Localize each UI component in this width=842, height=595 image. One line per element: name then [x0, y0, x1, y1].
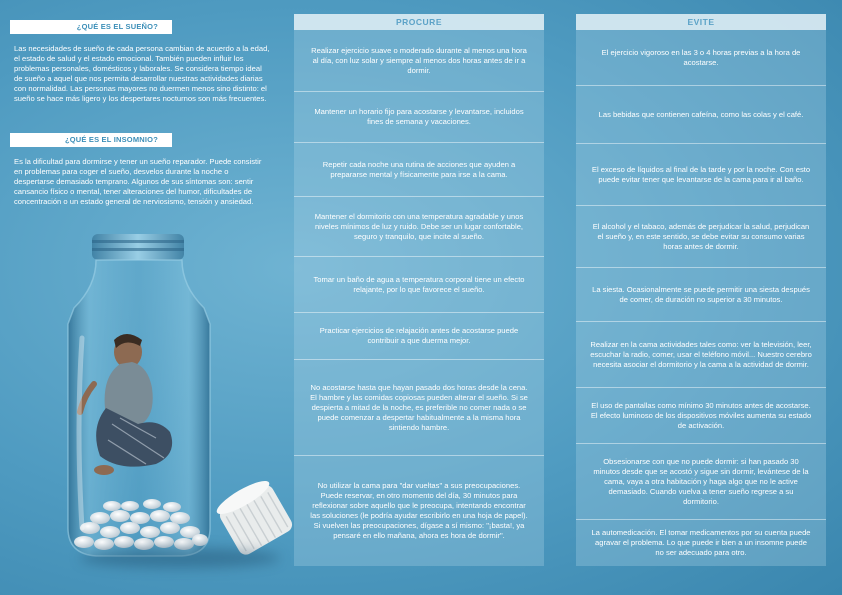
procure-item: Mantener el dormitorio con una temperatura agradable y unos niveles mínimos de luz y ruido. Debe ser un lugar confortable, seguro y tranquilo, que incite al sueño.: [294, 197, 544, 257]
pill-jar-with-sleeping-man-icon: [60, 228, 300, 573]
procure-item: Practicar ejercicios de relajación antes de acostarse puede contribuir a que duerma mejor.: [294, 313, 544, 360]
procure-item: Mantener un horario fijo para acostarse y levantarse, incluidos fines de semana y vacaciones.: [294, 92, 544, 143]
procure-column: [294, 14, 544, 566]
evite-item: Obsesionarse con que no puede dormir: si han pasado 30 minutos desde que se acostó y sigue sin dormir, levántese de la cama, vaya a otra habitación y haga algo que no le active demasiado. Cuando vuelva a tener sueño regrese a su dormitorio.: [576, 444, 826, 520]
evite-item: El uso de pantallas como mínimo 30 minutos antes de acostarse. El efecto luminoso de los dispositivos móviles aumenta su estado de activación.: [576, 388, 826, 444]
procure-item: Realizar ejercicio suave o moderado durante al menos una hora al día, con luz solar y siempre al menos dos horas antes de ir a dormir.: [294, 30, 544, 92]
evite-item: Las bebidas que contienen cafeína, como las colas y el café.: [576, 86, 826, 144]
procure-item: No utilizar la cama para "dar vueltas" a sus preocupaciones. Puede reservar, en otro momento del día, 30 minutos para reflexionar sobre aquello que le preocupa, intentando encontrar las soluciones (le podría ayudar escribirlo en una hoja de papel). Si vuelven las preocupaciones, dígase a sí mismo: "¡basta!, ya pensaré en ello mañana, ahora es hora de dormir".: [310, 481, 528, 540]
procure-list: [294, 30, 544, 566]
insomnia-description: Es la dificultad para dormirse y tener un sueño reparador. Puede consistir en problemas para coger el sueño, desvelos durante la noche o despertarse demasiado temprano. Algunos de sus síntomas son: sentir cansancio físico o mental, tener alteraciones del humor, dificultades de concentración o un estado general de nerviosismo, tensión y ansiedad.: [14, 157, 262, 206]
evite-item: La siesta. Ocasionalmente se puede permitir una siesta después de comer, de duración no superior a 30 minutos.: [576, 268, 826, 322]
insomnia-section-title: ¿QUÉ ES EL INSOMNIO?: [10, 133, 172, 147]
evite-column: [576, 14, 826, 566]
evite-item: El exceso de líquidos al final de la tarde y por la noche. Con esto puede evitar tener que levantarse de la cama para ir al baño.: [576, 144, 826, 206]
procure-item: Repetir cada noche una rutina de acciones que ayuden a prepararse mental y físicamente para irse a la cama.: [294, 143, 544, 197]
procure-item: No acostarse hasta que hayan pasado dos horas desde la cena. El hambre y las comidas copiosas pueden alterar el sueño. Si se despierta a mitad de la noche, es preferible no comer nada o se puede comenzar a despertar habitualmente a la misma hora sintiendo hambre.: [294, 360, 544, 456]
evite-list: [576, 30, 826, 566]
evite-item: El alcohol y el tabaco, además de perjudicar la salud, perjudican el sueño y, en este sentido, se debe evitar su consumo varias horas antes de dormir.: [576, 206, 826, 268]
evite-item: Realizar en la cama actividades tales como: ver la televisión, leer, escuchar la radio, comer, usar el teléfono móvil... Nuestro cerebro necesita asociar el dormitorio y la cama a la actividad de dormir.: [576, 322, 826, 388]
procure-item: Tomar un baño de agua a temperatura corporal tiene un efecto relajante, por lo que favorece el sueño.: [294, 257, 544, 313]
procure-header: PROCURE: [294, 14, 544, 30]
sleep-description: Las necesidades de sueño de cada persona cambian de acuerdo a la edad, el estado de salud y el estado emocional. También pueden influir los problemas personales, domésticos y laborales. Se considera tiempo ideal de sueño a aquel que nos permita desarrollar nuestras actividades diarias con normalidad. Las personas mayores no duermen menos sino distinto: el sueño se hace más ligero y los despertares nocturnos son más frecuentes.: [14, 44, 270, 103]
evite-header: EVITE: [576, 14, 826, 30]
sleep-section-title: ¿QUÉ ES EL SUEÑO?: [10, 20, 172, 34]
evite-item: El ejercicio vigoroso en las 3 o 4 horas previas a la hora de acostarse.: [576, 30, 826, 86]
evite-item: La automedicación. El tomar medicamentos por su cuenta puede agravar el problema. Lo que puede ir bien a un insomne puede no ser adecuado para otro.: [591, 528, 811, 557]
